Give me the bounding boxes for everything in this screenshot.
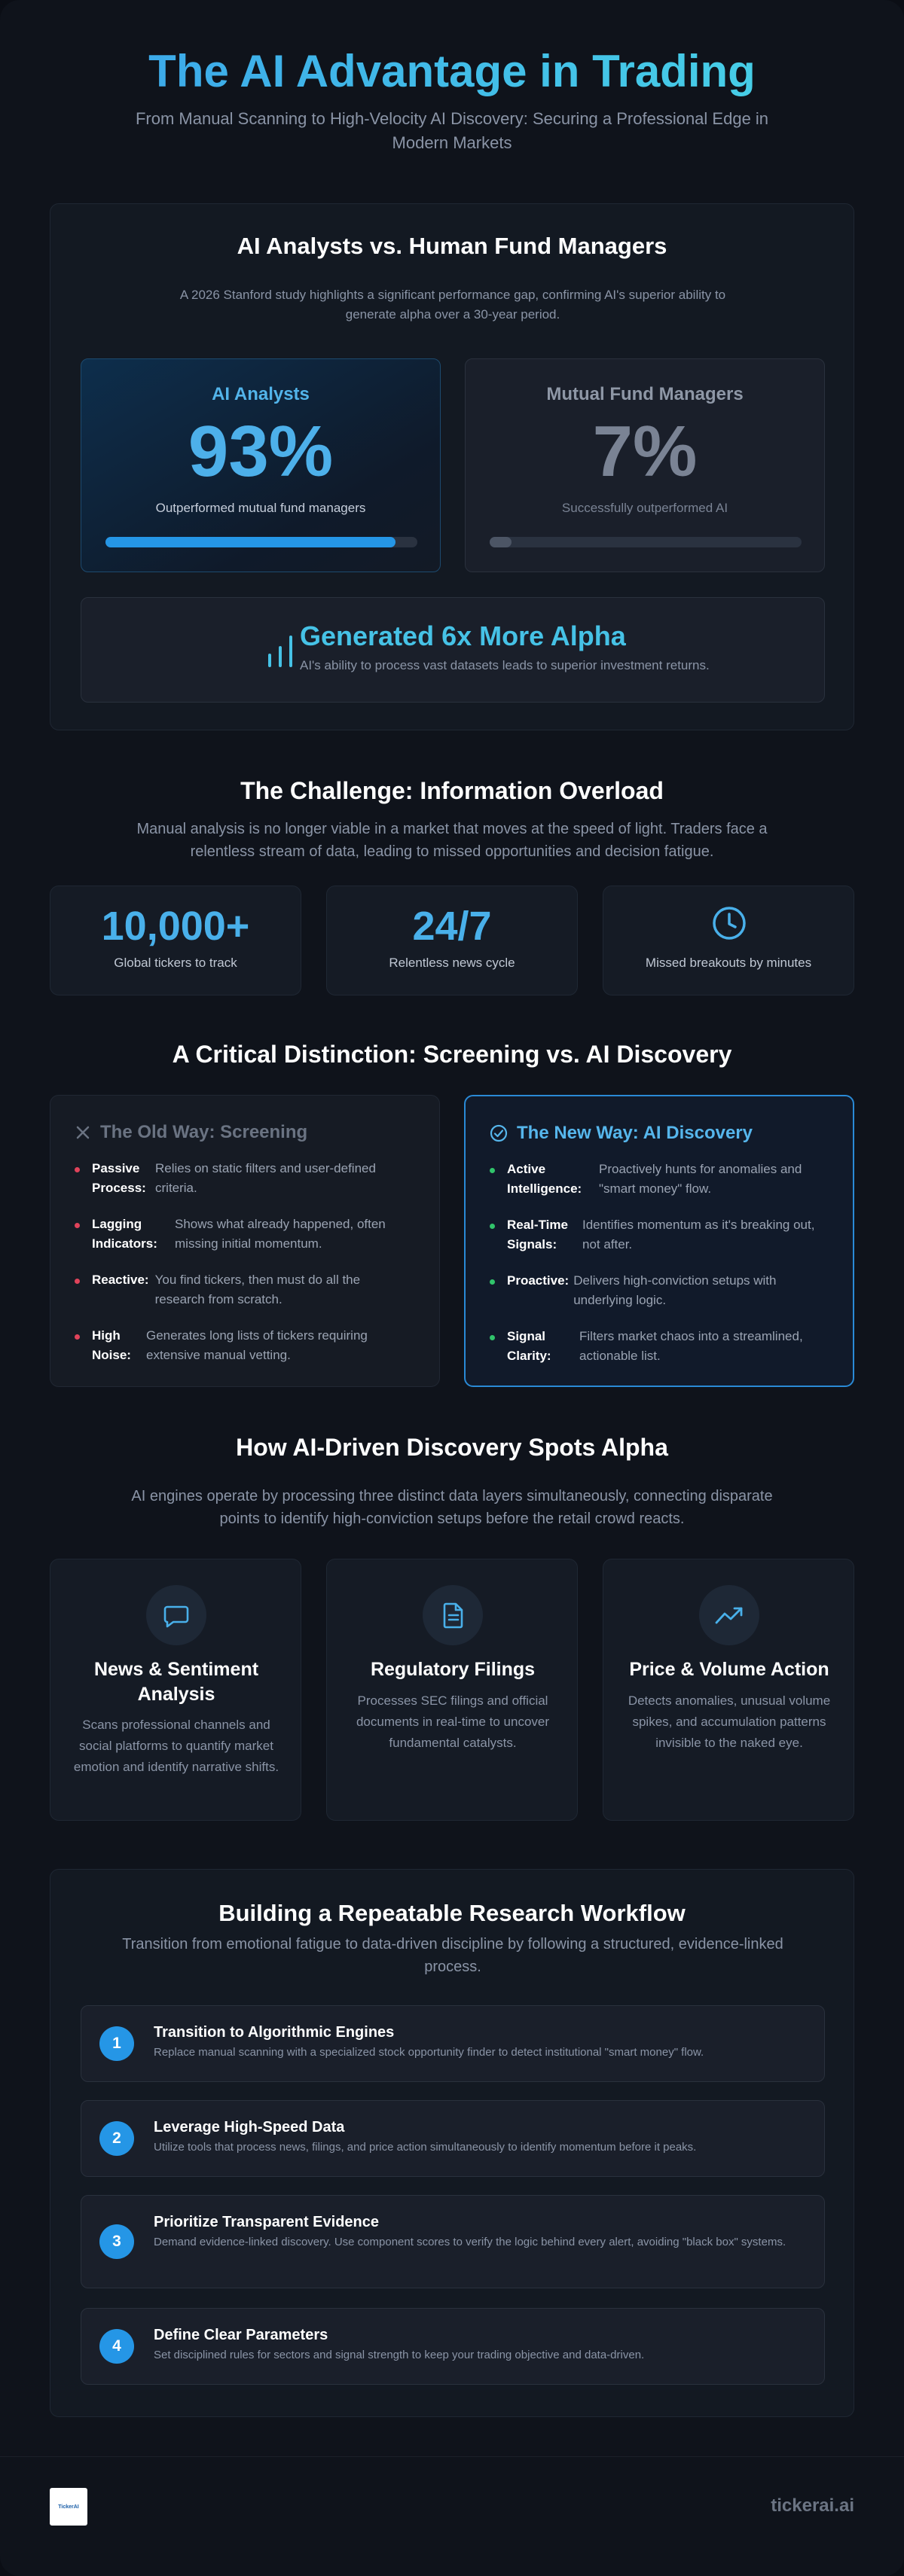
old-way-term: Lagging Indicators: [92,1217,157,1251]
list-item [490,1327,836,1366]
step-text: Set disciplined rules for sectors and signal strength to keep your trading objective and data-driven. [154,2349,645,2361]
mutual-fund-progress-fill [490,537,512,547]
old-way-list [75,1159,421,1382]
discovery-description: AI engines operate by processing three distinct data layers simultaneously, connecting disparate points to identify high-conviction setups before the retail crowd reacts. [131,1488,773,1527]
breakouts-stat-caption: Missed breakouts by minutes [645,956,812,970]
ai-analysts-stat-card [81,358,441,572]
step-text: Replace manual scanning with a specialized stock opportunity finder to detect institutional "smart money" flow. [154,2046,704,2059]
footer-divider [0,2456,904,2457]
alpha-subtitle: AI's ability to process vast datasets leads to superior investment returns. [300,658,710,672]
performance-description: A 2026 Stanford study highlights a significant performance gap, confirming AI's superior ability to generate alpha over a 30-year period. [179,288,726,322]
list-item [490,1160,836,1199]
alpha-banner [81,597,825,703]
positive-bullet [490,1168,495,1173]
performance-section [50,203,854,730]
ai-analysts-caption: Outperformed mutual fund managers [155,501,366,515]
new-way-card [464,1095,854,1387]
news-sentiment-text: Scans professional channels and social platforms to quantify market emotion and identify narrative shifts. [73,1718,279,1774]
tickers-stat-card [50,886,301,995]
news-sentiment-card [50,1559,301,1821]
old-way-heading [75,1121,307,1144]
ai-analysts-label: AI Analysts [212,384,310,404]
tickers-stat-value: 10,000+ [101,904,250,949]
mutual-fund-progress-track [490,537,802,547]
positive-bullet [490,1335,495,1340]
positive-bullet [490,1224,495,1229]
step-number-badge: 4 [99,2329,134,2364]
brand-logo [50,2488,87,2526]
old-way-term: Passive Process: [92,1161,146,1195]
new-way-title: The New Way: AI Discovery [517,1123,753,1143]
old-way-term: Reactive: [92,1273,149,1287]
performance-title: AI Analysts vs. Human Fund Managers [237,233,667,259]
challenge-description: Manual analysis is no longer viable in a market that moves at the speed of light. Traders face a relentless stream of data, leading to missed opportunities and decision fatigue. [136,821,768,860]
mutual-fund-label: Mutual Fund Managers [546,384,744,404]
workflow-title: Building a Repeatable Research Workflow [218,1900,686,1926]
check-circle-icon [490,1124,508,1142]
price-volume-text: Detects anomalies, unusual volume spikes, and accumulation patterns invisible to the naked eye. [628,1693,831,1750]
clock-icon [709,903,750,944]
new-way-text: Proactively hunts for anomalies and "smart money" flow. [599,1162,802,1196]
workflow-description: Transition from emotional fatigue to data-driven discipline by following a structured, evidence-linked process. [122,1936,783,1975]
new-way-term: Active Intelligence: [507,1162,582,1196]
old-way-text: Relies on static filters and user-defined criteria. [155,1161,376,1195]
regulatory-filings-card [326,1559,578,1821]
chat-bubble-icon [146,1585,206,1645]
workflow-step [81,2005,825,2082]
trending-up-icon [699,1585,759,1645]
ai-analysts-progress-fill [105,537,396,547]
list-item [75,1159,421,1198]
news-cycle-stat-caption: Relentless news cycle [389,956,515,970]
list-item [490,1271,836,1310]
price-volume-card [603,1559,854,1821]
negative-bullet [75,1223,80,1228]
new-way-list [490,1160,836,1383]
new-way-term: Signal Clarity: [507,1329,551,1363]
old-way-text: Shows what already happened, often missing initial momentum. [175,1217,386,1251]
workflow-step [81,2195,825,2288]
challenge-title: The Challenge: Information Overload [240,777,664,804]
page-subtitle: From Manual Scanning to High-Velocity AI Discovery: Securing a Professional Edge in Modern Markets [135,109,769,152]
step-title: Prioritize Transparent Evidence [154,2214,379,2230]
step-number-badge: 3 [99,2224,134,2259]
document-icon [423,1585,483,1645]
workflow-section [50,1869,854,2417]
new-way-term: Proactive: [507,1273,570,1288]
step-title: Leverage High-Speed Data [154,2119,345,2135]
negative-bullet [75,1334,80,1340]
discovery-title: How AI-Driven Discovery Spots Alpha [236,1434,668,1461]
regulatory-filings-text: Processes SEC filings and official documents in real-time to uncover fundamental catalysts. [356,1693,550,1750]
page-title: The AI Advantage in Trading [0,45,904,97]
list-item [75,1270,421,1309]
old-way-card [50,1095,440,1387]
step-number-badge: 1 [99,2026,134,2061]
old-way-title: The Old Way: Screening [100,1122,308,1142]
list-item [75,1326,421,1365]
news-sentiment-title: News & Sentiment Analysis [93,1659,259,1705]
mutual-fund-caption: Successfully outperformed AI [561,501,728,515]
price-volume-title: Price & Volume Action [629,1659,829,1680]
mutual-fund-value: 7% [592,411,698,492]
new-way-text: Filters market chaos into a streamlined, actionable list. [579,1329,803,1363]
tickers-stat-caption: Global tickers to track [114,956,237,970]
mutual-fund-stat-card [465,358,825,572]
step-text: Utilize tools that process news, filings, and price action simultaneously to identify momentum before it peaks. [154,2141,697,2154]
step-number-badge: 2 [99,2121,134,2156]
list-item [490,1215,836,1254]
new-way-term: Real-Time Signals: [507,1218,568,1251]
new-way-heading [490,1122,753,1145]
news-cycle-stat-card [326,886,578,995]
old-way-text: You find tickers, then must do all the research from scratch. [154,1273,361,1306]
bar-chart-icon [259,628,304,673]
footer-domain: tickerai.ai [771,2495,854,2516]
distinction-title: A Critical Distinction: Screening vs. AI Discovery [172,1041,732,1068]
list-item [75,1215,421,1254]
close-icon [75,1124,91,1141]
positive-bullet [490,1279,495,1285]
workflow-step [81,2100,825,2177]
step-text: Demand evidence-linked discovery. Use component scores to verify the logic behind every alert, avoiding "black box" systems. [154,2236,786,2248]
old-way-term: High Noise: [92,1328,131,1362]
new-way-text: Delivers high-conviction setups with underlying logic. [573,1273,777,1307]
negative-bullet [75,1167,80,1172]
breakouts-stat-card [603,886,854,995]
old-way-text: Generates long lists of tickers requiring extensive manual vetting. [146,1328,368,1362]
alpha-title: Generated 6x More Alpha [300,620,626,651]
step-title: Transition to Algorithmic Engines [154,2024,395,2041]
news-cycle-stat-value: 24/7 [412,904,492,949]
step-title: Define Clear Parameters [154,2327,328,2343]
regulatory-filings-title: Regulatory Filings [370,1659,536,1680]
brand-logo-text: TickerAI [58,2504,79,2510]
negative-bullet [75,1279,80,1284]
new-way-text: Identifies momentum as it's breaking out, not after. [582,1218,815,1251]
ai-analysts-progress-track [105,537,417,547]
workflow-step [81,2308,825,2385]
ai-analysts-value: 93% [188,411,334,492]
